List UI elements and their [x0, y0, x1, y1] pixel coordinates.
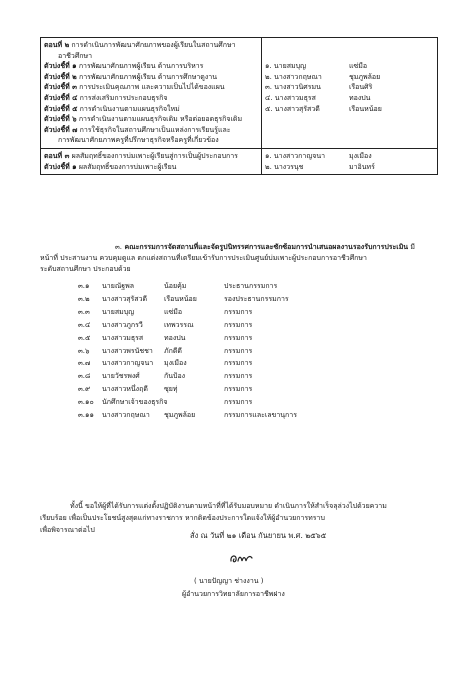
- member-row: [78, 396, 344, 409]
- table-line: ตัวบ่งชี้ที่ ๓ การประเมินคุณภาพ และความเป็นไปได้ของแผน: [44, 83, 225, 92]
- member-surname: ภักดีดี: [164, 346, 182, 355]
- member-row: [78, 345, 344, 358]
- member-line: ๕. นางสาวสุรัสวดี เรือนหน้อย: [265, 104, 382, 113]
- member-role: กรรมการ: [224, 372, 253, 381]
- member-surname: มุงเมือง: [164, 359, 187, 368]
- member-line: ๒. นางสาวกฤษณา ชุมภูพล้อย: [265, 72, 381, 81]
- member-line: ๓. นางสาวนิศรมน เรือนศิริ: [265, 83, 373, 92]
- member-name: นางสาวกาญจนา: [102, 359, 154, 368]
- member-row: [78, 409, 344, 422]
- section-title: คณะกรรมการจัดสถานที่และจัดรูปนิทรรศการและซักซ้อมการนำเสนอผลงานรองรับการประเมิน: [122, 243, 409, 251]
- member-number: ๓.๓: [78, 307, 90, 316]
- table-line: ตัวบ่งชี้ที่ ๑ การพัฒนาศักยภาพผู้เรียน ด้านการบริหาร: [44, 62, 204, 71]
- section-heading: ๓. คณะกรรมการจัดสถานที่และจัดรูปนิทรรศการและซักซ้อมการนำเสนอผลงานรองรับการประเมิน มี หน้าที่ ประสานงาน ควบคุมดูแล ตกแต่งสถานที่เตรียมเข้ารับการประเมินศูนย์บ่มเพาะผู้ประกอบการอาชีวศึกษา ระดับสถานศึกษา ประกอบด้วย: [40, 242, 450, 275]
- indicator-cell: [41, 149, 262, 174]
- member-row: [78, 332, 344, 345]
- member-row: [78, 357, 344, 370]
- member-number: ๓.๒: [78, 294, 90, 303]
- member-surname: ทองปน: [164, 333, 186, 342]
- table-line: ตัวบ่งชี้ที่ ๖ การดำเนินงานตามแผนธุรกิจเดิม หรือต่อยอดธุรกิจเดิม: [44, 115, 243, 124]
- member-number: ๓.๘: [78, 372, 91, 381]
- member-surname: [164, 396, 224, 409]
- member-name: นางสาวกฤษณา: [102, 411, 150, 420]
- order-date: สั่ง ณ วันที่ ๒๑ เดือน กันยายน พ.ศ. ๒๕๖๕: [190, 531, 327, 540]
- member-role: รองประธานกรรมการ: [224, 294, 289, 303]
- member-number: ๓.๑๑: [78, 411, 94, 420]
- member-row: [78, 293, 344, 306]
- member-number: ๓.๖: [78, 346, 90, 355]
- member-number: ๓.๑: [78, 282, 90, 290]
- member-role: กรรมการ: [224, 307, 253, 316]
- member-role: กรรมการ: [224, 385, 253, 394]
- table-line: ตัวบ่งชี้ที่ ๔ การส่งเสริมการประกอบธุรกิจ: [44, 93, 168, 102]
- member-name: นางสาวหนึ่งฤดี: [102, 385, 148, 394]
- signature-image: [228, 549, 254, 567]
- member-role: กรรมการ: [224, 398, 253, 407]
- member-row: [78, 370, 344, 383]
- table-line: การพัฒนาศักยภาพครูที่ปรึกษาธุรกิจหรือครูที่เกี่ยวข้อง: [58, 136, 219, 145]
- member-role: กรรมการและเลขานุการ: [224, 411, 297, 420]
- member-surname: น้อยคุ้ม: [164, 282, 187, 290]
- member-number: ๓.๗: [78, 359, 91, 368]
- member-surname: กันป้อง: [164, 372, 186, 381]
- table-row: [41, 38, 437, 148]
- table-line: อาชีวศึกษา: [58, 51, 93, 60]
- member-name: นายสมบุญ: [102, 307, 135, 316]
- member-name: นายวัชรพงศ์: [102, 372, 140, 381]
- section-text: หน้าที่ ประสานงาน ควบคุมดูแล ตกแต่งสถานที่เตรียมเข้ารับการประเมินศูนย์บ่มเพาะผู้ประกอบการอาชีวศึกษา: [40, 254, 367, 262]
- member-surname: แซ่มือ: [164, 307, 183, 316]
- member-role: ประธานกรรมการ: [224, 282, 278, 290]
- member-name: นางสาวภูกรวี: [102, 320, 143, 329]
- member-surname: ชุมภูพล้อย: [164, 411, 196, 420]
- member-surname: เรือนหน้อย: [164, 294, 197, 303]
- member-role: กรรมการ: [224, 320, 253, 329]
- member-number: ๓.๕: [78, 333, 91, 342]
- committee-table: [40, 37, 438, 175]
- member-list: [78, 280, 344, 422]
- member-name: นักศึกษาเจ้าของธุรกิจ: [102, 398, 168, 407]
- member-row: [78, 383, 344, 396]
- member-name: นางสาวสุรัสวดี: [102, 294, 148, 303]
- member-line: ๑. นายสมบุญ แซ่มือ: [265, 62, 368, 71]
- signer-title: ผู้อำนวยการวิทยาลัยการอาชีพฝาง: [182, 590, 285, 598]
- member-cell: [262, 38, 437, 148]
- member-line: ๑. นางสาวกาญจนา มุงเมือง: [265, 151, 372, 160]
- member-cell: [262, 149, 437, 174]
- member-role: กรรมการ: [224, 346, 253, 355]
- member-number: ๓.๑๐: [78, 398, 94, 407]
- member-name: นายณัฐพล: [102, 282, 135, 290]
- member-surname: เทพวรรณ: [164, 320, 194, 329]
- signer-name: ( นายปัญญา ช่างงาน ): [194, 577, 264, 585]
- member-name: นางสาวมธุรส: [102, 333, 144, 342]
- section-number: ๓.: [115, 243, 123, 251]
- table-line: ตัวบ่งชี้ที่ ๗ การใช้ธุรกิจในสถานศึกษาเป็นแหล่งการเรียนรู้และ: [44, 125, 231, 134]
- table-line: ตัวบ่งชี้ที่ ๑ ผลสัมฤทธิ์ของการบ่มเพาะผู้เรียน: [44, 162, 177, 171]
- table-line: ตอนที่ ๒ การดำเนินการพัฒนาศักยภาพของผู้เรียนในสถานศึกษา: [44, 41, 236, 49]
- closing-paragraph: ทั้งนี้ ขอให้ผู้ที่ได้รับการแต่งตั้งปฏิบัติงานตามหน้าที่ที่ได้รับมอบหมาย ดำเนินการให้สำเร็จลุล่วงไปด้วยความ เรียบร้อย เพื่อเป็นประโยชน์สูงสุดแก่ทางราชการ หากติดข้องประการใดแจ้งให้ผู้อำนวยการทราบ เพื่อพิจารณาต่อไป: [40, 502, 387, 534]
- table-line: ตัวบ่งชี้ที่ ๒ การพัฒนาศักยภาพผู้เรียน ด้านการศึกษาดูงาน: [44, 72, 217, 81]
- member-row: [78, 306, 344, 319]
- table-row: [41, 148, 437, 174]
- member-number: ๓.๔: [78, 320, 91, 329]
- section-text: ระดับสถานศึกษา ประกอบด้วย: [40, 265, 131, 273]
- member-name: นางสาวพรนัชชา: [102, 346, 153, 355]
- member-role: กรรมการ: [224, 333, 253, 342]
- member-row: [78, 280, 344, 293]
- member-number: ๓.๙: [78, 385, 91, 394]
- member-surname: ซุยทุ่: [164, 385, 178, 394]
- member-line: ๒. นางวรนุช มาอินทร์: [265, 162, 375, 171]
- member-row: [78, 319, 344, 332]
- table-line: ตอนที่ ๓ ผลสัมฤทธิ์ของการบ่มเพาะผู้เรียนสู่การเป็นผู้ประกอบการ: [44, 151, 238, 160]
- member-role: กรรมการ: [224, 359, 253, 368]
- indicator-cell: [41, 38, 262, 148]
- table-line: ตัวบ่งชี้ที่ ๕ การดำเนินงานตามแผนธุรกิจใหม่: [44, 104, 180, 113]
- member-line: ๔. นางสาวมธุรส ทองปน: [265, 93, 371, 102]
